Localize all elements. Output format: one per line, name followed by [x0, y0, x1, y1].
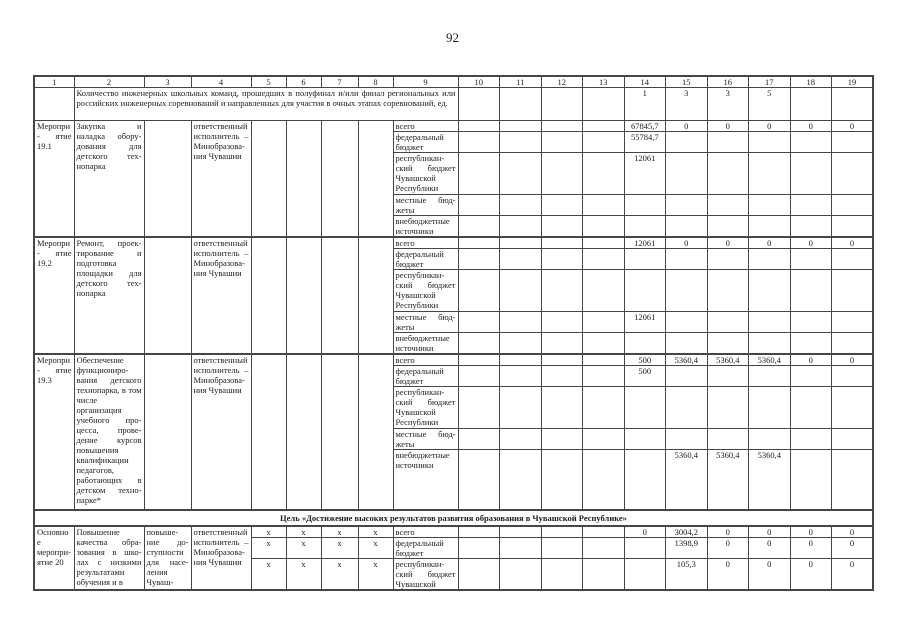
term-cell-col6 [286, 121, 321, 238]
budget-label-cell: республикан- ский бюджет Чувашской [393, 559, 458, 591]
value-cell-col10 [458, 526, 500, 538]
value-cell-col18 [790, 216, 832, 238]
value-cell-col17 [749, 312, 791, 333]
x-mark-cell-col7: х [321, 559, 358, 591]
measure-19-2-row [34, 237, 873, 249]
budget-label-cell: местные бюд- жеты [393, 312, 458, 333]
value-cell-col19: 0 [832, 559, 874, 591]
value-cell-col19 [832, 366, 874, 387]
value-cell-col16 [707, 132, 749, 153]
value-cell-col18: 0 [790, 237, 832, 249]
value-cell-col16 [707, 312, 749, 333]
value-cell-col10 [458, 354, 500, 366]
value-cell-col12 [541, 559, 583, 591]
value-cell-col16 [707, 270, 749, 312]
measure-19-1-row [34, 121, 873, 132]
value-cell-col17: 0 [749, 526, 791, 538]
value-cell-col11 [500, 216, 542, 238]
value-cell-col11 [500, 333, 542, 355]
value-cell-col19 [832, 333, 874, 355]
value-cell-col15 [666, 270, 708, 312]
value-cell-col14 [624, 559, 666, 591]
page-number: 92 [446, 30, 459, 45]
value-cell-col17 [749, 387, 791, 429]
value-cell-col13 [583, 354, 625, 366]
empty-cell [34, 88, 74, 121]
budget-label-cell: федеральный бюджет [393, 132, 458, 153]
executor-cell: ответственный исполнитель – Минобразова- ния Чувашии [191, 237, 251, 354]
value-cell-col11 [500, 153, 542, 195]
x-mark-cell-col7: х [321, 538, 358, 559]
value-cell-col15 [666, 429, 708, 450]
value-cell-col10 [458, 216, 500, 238]
x-mark-cell-col5: х [251, 559, 286, 591]
value-cell-col16 [707, 387, 749, 429]
value-cell-col12 [541, 333, 583, 355]
measure-name-cell: Повышение качества обра- зования в шко- лах с низкими результатами обучения и в [74, 526, 144, 591]
value-cell-col18 [790, 333, 832, 355]
x-mark-cell-col7: х [321, 526, 358, 538]
goal-title-cell: Цель «Достижение высоких результатов развития образования в Чувашской Республике» [34, 510, 873, 526]
value-cell-col16: 0 [707, 237, 749, 249]
value-cell-col16: 5360,4 [707, 450, 749, 510]
value-cell-col17: 0 [749, 538, 791, 559]
term-cell-col7 [321, 354, 358, 510]
value-cell-col17 [749, 270, 791, 312]
value-cell-col11 [500, 132, 542, 153]
x-mark-cell-col8: х [358, 526, 393, 538]
x-mark-cell-col6: х [286, 526, 321, 538]
budget-label-cell: федеральный бюджет [393, 366, 458, 387]
value-cell-col18 [790, 387, 832, 429]
col-header-12: 12 [541, 76, 583, 88]
value-cell-col12 [541, 249, 583, 270]
term-cell-col7 [321, 121, 358, 238]
value-cell-col10 [458, 237, 500, 249]
measure-indicator-cell [144, 354, 191, 510]
value-cell-col15: 0 [666, 121, 708, 132]
value-cell-col14: 500 [624, 354, 666, 366]
value-cell-col17 [749, 429, 791, 450]
value-cell-col12 [541, 538, 583, 559]
value-cell-col16: 0 [707, 559, 749, 591]
col-header-10: 10 [458, 76, 500, 88]
value-cell-col15: 0 [666, 237, 708, 249]
budget-label-cell: всего [393, 354, 458, 366]
budget-label-cell: республикан- ский бюджет Чувашской Республики [393, 387, 458, 429]
col-header-19: 19 [832, 76, 874, 88]
col-header-16: 16 [707, 76, 749, 88]
value-cell-col12 [541, 450, 583, 510]
value-cell-col17: 5360,4 [749, 450, 791, 510]
value-cell-col10 [458, 538, 500, 559]
value-cell-col15: 1398,9 [666, 538, 708, 559]
value-cell-col13 [583, 312, 625, 333]
value-cell-col13 [583, 153, 625, 195]
value-cell-col10 [458, 132, 500, 153]
value-cell-col11 [500, 366, 542, 387]
budget-label-cell: всего [393, 526, 458, 538]
value-cell-col19 [832, 312, 874, 333]
value-cell-col12 [541, 153, 583, 195]
x-mark-cell-col8: х [358, 559, 393, 591]
budget-label-cell: местные бюд- жеты [393, 429, 458, 450]
term-cell-col5 [251, 354, 286, 510]
value-cell-col12 [541, 195, 583, 216]
value-cell-col14 [624, 429, 666, 450]
value-cell-col10 [458, 333, 500, 355]
value-cell-col11 [500, 237, 542, 249]
value-cell-col12 [541, 270, 583, 312]
value-cell-col14 [624, 270, 666, 312]
value-cell-col15 [666, 132, 708, 153]
value-cell-col14: 0 [624, 526, 666, 538]
value-cell-col11 [500, 121, 542, 132]
value-cell-col13 [583, 526, 625, 538]
value-cell-col16 [707, 153, 749, 195]
budget-label-cell: республикан- ский бюджет Чувашской Республики [393, 270, 458, 312]
value-cell-col14 [624, 195, 666, 216]
value-cell-col17 [749, 333, 791, 355]
measure-19-3-row [34, 354, 873, 366]
value-cell-col14: 1 [624, 88, 666, 121]
budget-label-cell: внебюджетные источники [393, 333, 458, 355]
value-cell-col18 [790, 270, 832, 312]
x-mark-cell-col6: х [286, 559, 321, 591]
value-cell-col15 [666, 153, 708, 195]
value-cell-col12 [541, 88, 583, 121]
value-cell-col10 [458, 387, 500, 429]
value-cell-col14 [624, 216, 666, 238]
value-cell-col15 [666, 216, 708, 238]
value-cell-col12 [541, 526, 583, 538]
value-cell-col10 [458, 366, 500, 387]
value-cell-col15: 105,3 [666, 559, 708, 591]
value-cell-col17: 0 [749, 559, 791, 591]
value-cell-col18 [790, 429, 832, 450]
value-cell-col14: 55784,7 [624, 132, 666, 153]
value-cell-col10 [458, 121, 500, 132]
value-cell-col11 [500, 429, 542, 450]
measure-id-cell: Меропри- ятие 19.3 [34, 354, 74, 510]
value-cell-col15 [666, 195, 708, 216]
indicator-row [34, 88, 873, 121]
main-measure-20-row [34, 526, 873, 538]
x-mark-cell-col8: х [358, 538, 393, 559]
value-cell-col10 [458, 195, 500, 216]
budget-label-cell: всего [393, 237, 458, 249]
value-cell-col11 [500, 450, 542, 510]
value-cell-col16: 5360,4 [707, 354, 749, 366]
value-cell-col12 [541, 366, 583, 387]
value-cell-col13 [583, 387, 625, 429]
value-cell-col11 [500, 88, 542, 121]
value-cell-col19: 0 [832, 526, 874, 538]
value-cell-col11 [500, 195, 542, 216]
budget-label-cell: местные бюд- жеты [393, 195, 458, 216]
value-cell-col18 [790, 312, 832, 333]
value-cell-col16 [707, 429, 749, 450]
value-cell-col19: 0 [832, 538, 874, 559]
value-cell-col14 [624, 387, 666, 429]
value-cell-col10 [458, 450, 500, 510]
value-cell-col11 [500, 526, 542, 538]
x-mark-cell-col6: х [286, 538, 321, 559]
value-cell-col19 [832, 387, 874, 429]
value-cell-col10 [458, 312, 500, 333]
value-cell-col18 [790, 132, 832, 153]
value-cell-col15: 5360,4 [666, 450, 708, 510]
value-cell-col16: 0 [707, 526, 749, 538]
col-header-14: 14 [624, 76, 666, 88]
value-cell-col19: 0 [832, 121, 874, 132]
col-header-7: 7 [321, 76, 358, 88]
value-cell-col18: 0 [790, 559, 832, 591]
value-cell-col19 [832, 429, 874, 450]
value-cell-col15: 3 [666, 88, 708, 121]
value-cell-col11 [500, 354, 542, 366]
value-cell-col13 [583, 121, 625, 132]
value-cell-col16 [707, 333, 749, 355]
value-cell-col13 [583, 132, 625, 153]
term-cell-col7 [321, 237, 358, 354]
measure-id-cell: Основное меропри- ятие 20 [34, 526, 74, 591]
value-cell-col19 [832, 270, 874, 312]
value-cell-col16: 0 [707, 538, 749, 559]
budget-label-cell: всего [393, 121, 458, 132]
column-number-header-row [34, 76, 873, 88]
value-cell-col14: 12061 [624, 237, 666, 249]
value-cell-col18 [790, 195, 832, 216]
col-header-9: 9 [393, 76, 458, 88]
value-cell-col15 [666, 249, 708, 270]
value-cell-col16: 0 [707, 121, 749, 132]
value-cell-col10 [458, 249, 500, 270]
col-header-18: 18 [790, 76, 832, 88]
value-cell-col18 [790, 366, 832, 387]
value-cell-col19 [832, 153, 874, 195]
value-cell-col17: 5 [749, 88, 791, 121]
value-cell-col13 [583, 237, 625, 249]
term-cell-col8 [358, 354, 393, 510]
value-cell-col13 [583, 249, 625, 270]
executor-cell: ответственный исполнитель – Минобразова- ния Чувашии [191, 526, 251, 591]
col-header-2: 2 [74, 76, 144, 88]
term-cell-col6 [286, 354, 321, 510]
col-header-17: 17 [749, 76, 791, 88]
executor-cell: ответственный исполнитель – Минобразова- ния Чувашии [191, 121, 251, 238]
value-cell-col16 [707, 216, 749, 238]
value-cell-col11 [500, 559, 542, 591]
col-header-11: 11 [500, 76, 542, 88]
indicator-text-cell: Количество инженерных школьных команд, прошедших в полуфинал и/или финал региональных или российских инженерных соревнований и направленных для участия в очных этапах соревнований, ед. [74, 88, 458, 121]
term-cell-col6 [286, 237, 321, 354]
value-cell-col17 [749, 153, 791, 195]
value-cell-col18 [790, 88, 832, 121]
value-cell-col16 [707, 195, 749, 216]
measure-indicator-cell [144, 121, 191, 238]
value-cell-col11 [500, 538, 542, 559]
x-mark-cell-col5: х [251, 538, 286, 559]
value-cell-col19 [832, 216, 874, 238]
value-cell-col10 [458, 270, 500, 312]
value-cell-col13 [583, 88, 625, 121]
value-cell-col13 [583, 366, 625, 387]
value-cell-col17 [749, 216, 791, 238]
col-header-5: 5 [251, 76, 286, 88]
value-cell-col11 [500, 312, 542, 333]
col-header-3: 3 [144, 76, 191, 88]
budget-label-cell: федеральный бюджет [393, 249, 458, 270]
budget-label-cell: внебюджетные источники [393, 450, 458, 510]
value-cell-col11 [500, 270, 542, 312]
value-cell-col11 [500, 249, 542, 270]
term-cell-col5 [251, 121, 286, 238]
term-cell-col8 [358, 121, 393, 238]
value-cell-col12 [541, 121, 583, 132]
value-cell-col16: 3 [707, 88, 749, 121]
value-cell-col16 [707, 249, 749, 270]
value-cell-col18: 0 [790, 526, 832, 538]
value-cell-col19 [832, 88, 874, 121]
value-cell-col14 [624, 333, 666, 355]
term-cell-col5 [251, 237, 286, 354]
measure-name-cell: Закупка и наладка обору- дования для детского тех- нопарка [74, 121, 144, 238]
value-cell-col12 [541, 237, 583, 249]
value-cell-col11 [500, 387, 542, 429]
value-cell-col18 [790, 450, 832, 510]
budget-label-cell: внебюджетные источники [393, 216, 458, 238]
value-cell-col15 [666, 387, 708, 429]
measure-name-cell: Ремонт, проек- тирование и подготовка площадки для детского тех- нопарка [74, 237, 144, 354]
value-cell-col19 [832, 249, 874, 270]
value-cell-col12 [541, 132, 583, 153]
value-cell-col13 [583, 270, 625, 312]
value-cell-col15: 3004,2 [666, 526, 708, 538]
measure-id-cell: Меропри- ятие 19.2 [34, 237, 74, 354]
value-cell-col13 [583, 216, 625, 238]
value-cell-col12 [541, 429, 583, 450]
value-cell-col18: 0 [790, 354, 832, 366]
goal-row [34, 510, 873, 526]
col-header-15: 15 [666, 76, 708, 88]
value-cell-col13 [583, 559, 625, 591]
col-header-8: 8 [358, 76, 393, 88]
value-cell-col14: 12061 [624, 153, 666, 195]
x-mark-cell-col5: х [251, 526, 286, 538]
value-cell-col14 [624, 538, 666, 559]
value-cell-col15 [666, 333, 708, 355]
value-cell-col18: 0 [790, 538, 832, 559]
value-cell-col17 [749, 249, 791, 270]
col-header-6: 6 [286, 76, 321, 88]
value-cell-col14 [624, 450, 666, 510]
value-cell-col12 [541, 354, 583, 366]
value-cell-col14: 500 [624, 366, 666, 387]
value-cell-col15 [666, 366, 708, 387]
budget-label-cell: республикан- ский бюджет Чувашской Республики [393, 153, 458, 195]
value-cell-col13 [583, 538, 625, 559]
value-cell-col14 [624, 249, 666, 270]
value-cell-col13 [583, 429, 625, 450]
col-header-4: 4 [191, 76, 251, 88]
value-cell-col19: 0 [832, 237, 874, 249]
value-cell-col19: 0 [832, 354, 874, 366]
value-cell-col13 [583, 450, 625, 510]
value-cell-col13 [583, 195, 625, 216]
value-cell-col14: 12061 [624, 312, 666, 333]
value-cell-col10 [458, 429, 500, 450]
value-cell-col15 [666, 312, 708, 333]
value-cell-col13 [583, 333, 625, 355]
value-cell-col17 [749, 195, 791, 216]
value-cell-col19 [832, 132, 874, 153]
value-cell-col12 [541, 312, 583, 333]
value-cell-col12 [541, 387, 583, 429]
measure-indicator-cell [144, 237, 191, 354]
value-cell-col19 [832, 450, 874, 510]
measure-indicator-cell: повыше- ние до- ступности для насе- ления Чуваш- [144, 526, 191, 591]
value-cell-col10 [458, 153, 500, 195]
program-budget-table [33, 75, 874, 591]
value-cell-col16 [707, 366, 749, 387]
measure-name-cell: Обеспечение функциониро- вания детского технопарка, в том числе организация учебного про- цесса, прове- дение курсов повышения квалификации педагогов, работающих в детском техно- парке* [74, 354, 144, 510]
value-cell-col19 [832, 195, 874, 216]
value-cell-col17: 0 [749, 121, 791, 132]
executor-cell: ответственный исполнитель – Минобразова- ния Чувашии [191, 354, 251, 510]
col-header-1: 1 [34, 76, 74, 88]
value-cell-col18 [790, 153, 832, 195]
value-cell-col17: 0 [749, 237, 791, 249]
value-cell-col18 [790, 249, 832, 270]
budget-label-cell: федеральный бюджет [393, 538, 458, 559]
value-cell-col17 [749, 132, 791, 153]
value-cell-col15: 5360,4 [666, 354, 708, 366]
value-cell-col10 [458, 559, 500, 591]
value-cell-col10 [458, 88, 500, 121]
measure-id-cell: Меропри- ятие 19.1 [34, 121, 74, 238]
term-cell-col8 [358, 237, 393, 354]
col-header-13: 13 [583, 76, 625, 88]
value-cell-col14: 67845,7 [624, 121, 666, 132]
value-cell-col17: 5360,4 [749, 354, 791, 366]
value-cell-col18: 0 [790, 121, 832, 132]
value-cell-col12 [541, 216, 583, 238]
value-cell-col17 [749, 366, 791, 387]
